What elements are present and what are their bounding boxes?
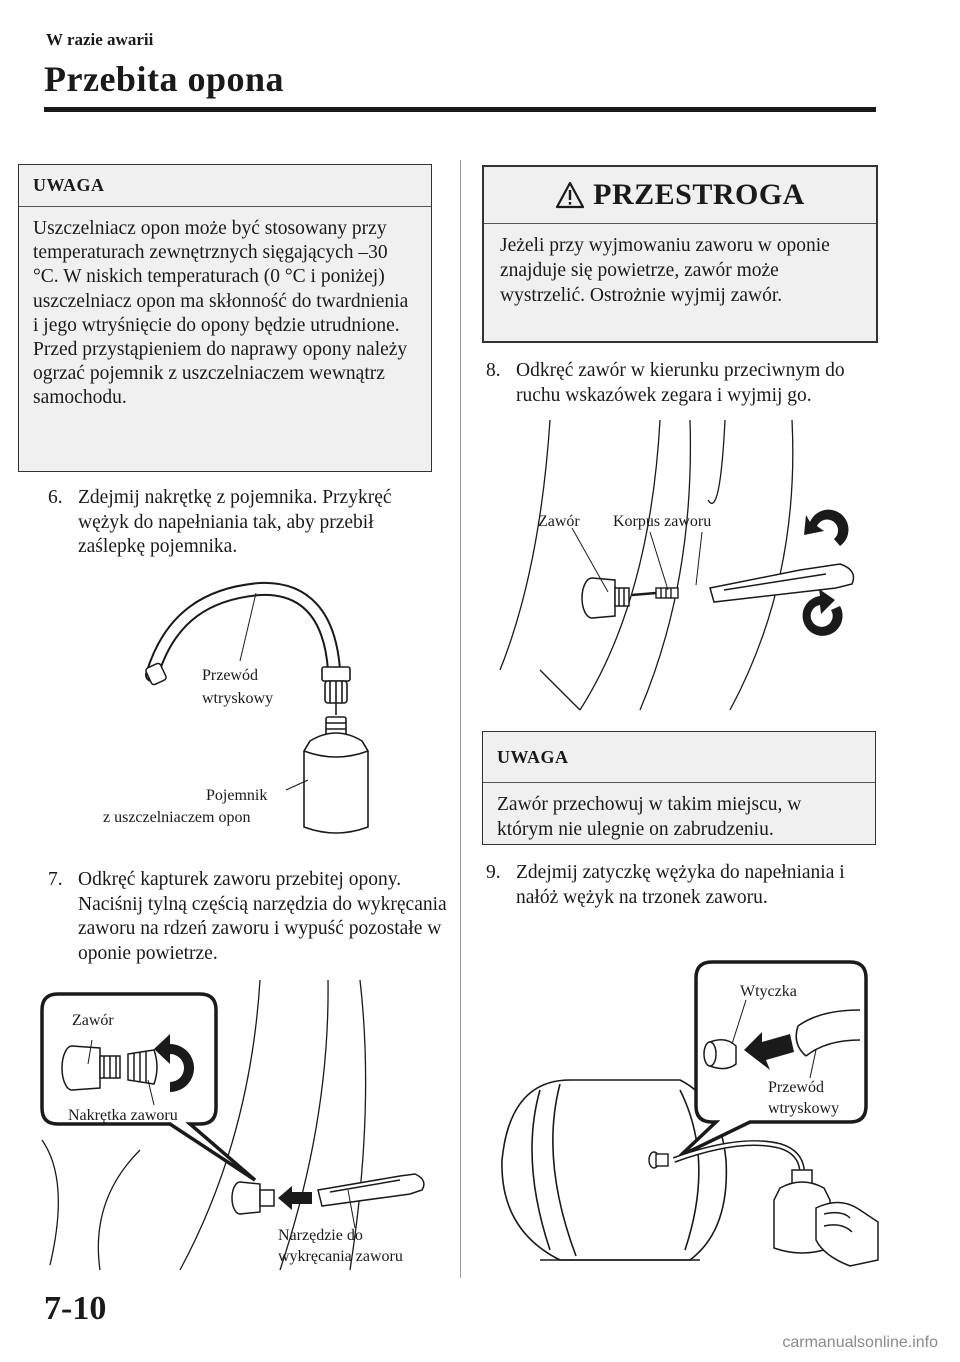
watermark: carmanualsonline.info — [782, 1334, 938, 1351]
hand-illustration — [816, 1202, 878, 1266]
warning-triangle-icon — [555, 181, 585, 209]
note-heading: UWAGA — [497, 747, 569, 767]
step-number: 7. — [48, 869, 63, 890]
caution-body: Jeżeli przy wyjmowaniu zaworu w oponie znajduje się powietrze, zawór może wystrzelić. Ostrożnie wyjmij zawór. — [500, 235, 830, 306]
valve-stem-illustration — [649, 1152, 668, 1168]
label-injection-hose-2: wtryskowy — [202, 690, 274, 707]
figure-hose-container — [90, 575, 430, 845]
label-valve-tool-2: wykręcania zaworu — [278, 1248, 403, 1265]
figure-valve-core-removal — [480, 420, 880, 720]
step-number: 9. — [486, 862, 501, 883]
step-8 — [486, 359, 886, 408]
valve-cap-illustration — [128, 1050, 157, 1084]
note-box-sealant-temperature — [18, 164, 432, 472]
label-valve: Zawór — [72, 1012, 114, 1029]
page-number: 7-10 — [44, 1290, 107, 1327]
label-valve-core: Korpus zaworu — [613, 513, 712, 530]
step-number: 6. — [48, 487, 63, 508]
label-valve: Zawór — [538, 513, 580, 530]
step-7 — [48, 868, 448, 966]
caution-header — [484, 167, 876, 223]
title-rule — [44, 107, 876, 112]
figure-valve-cap-removal — [30, 980, 450, 1280]
label-valve-tool: Narzędzie do — [278, 1227, 363, 1244]
container-cap-illustration — [322, 667, 350, 715]
page-title: Przebita opona — [44, 59, 284, 99]
tire-sidewall-lines — [500, 420, 793, 710]
step-text: Zdejmij nakrętkę z pojemnika. Przykręć wężyk do napełniania tak, aby przebił zaślepkę pojemnika. — [78, 487, 392, 557]
step-6 — [48, 486, 438, 560]
note-body: Zawór przechowuj w takim miejscu, w którym nie ulegnie on zabrudzeniu. — [497, 794, 802, 840]
tire-illustration — [502, 1080, 726, 1260]
label-valve-cap: Nakrętka zaworu — [68, 1107, 178, 1124]
valve-stem-illustration — [582, 578, 629, 618]
sealant-container-illustration — [304, 717, 368, 833]
label-plug: Wtyczka — [740, 983, 797, 1000]
label-container-2: z uszczelniaczem opon — [103, 809, 251, 826]
section-label: W razie awarii — [46, 30, 154, 49]
label-container: Pojemnik — [206, 787, 268, 804]
push-arrow-icon — [278, 1186, 312, 1210]
step-text: Odkręć zawór w kierunku przeciwnym do ruchu wskazówek zegara i wyjmij go. — [516, 360, 845, 406]
step-text: Odkręć kapturek zaworu przebitej opony. Naciśnij tylną częścią narzędzia do wykręcania zaworu na rdzeń zaworu i wypuść pozostałe w oponie powietrze. — [78, 869, 447, 964]
step-number: 8. — [486, 360, 501, 381]
column-divider — [460, 160, 461, 1278]
valve-tool-illustration — [318, 1174, 424, 1206]
valve-stem-lower-illustration — [232, 1182, 274, 1214]
step-9 — [486, 861, 876, 910]
figure-hose-on-valve — [480, 960, 880, 1280]
note-heading: UWAGA — [33, 175, 105, 195]
note-box-valve-storage — [482, 731, 876, 845]
plug-illustration — [704, 1040, 736, 1069]
valve-core-illustration — [632, 588, 678, 598]
step-text: Zdejmij zatyczkę wężyka do napełniania i nałóż wężyk na trzonek zaworu. — [516, 862, 845, 908]
label-injection-hose: Przewód — [768, 1079, 824, 1096]
label-injection-hose: Przewód — [202, 667, 258, 684]
note-body: Uszczelniacz opon może być stosowany przy temperaturach zewnętrznych sięgających –30 °C. W niskich temperaturach (0 °C i poniżej) uszczelniacz opon ma skłonność do twardnienia i jego wtryśnięcie do opony będzie utrudnione. Przed przystąpieniem do naprawy opony należy ogrzać pojemnik z uszczelniaczem wewnątrz samochodu. — [33, 218, 409, 409]
caution-box — [482, 165, 878, 343]
caution-heading: PRZESTROGA — [593, 178, 805, 211]
label-injection-hose-2: wtryskowy — [768, 1100, 840, 1117]
